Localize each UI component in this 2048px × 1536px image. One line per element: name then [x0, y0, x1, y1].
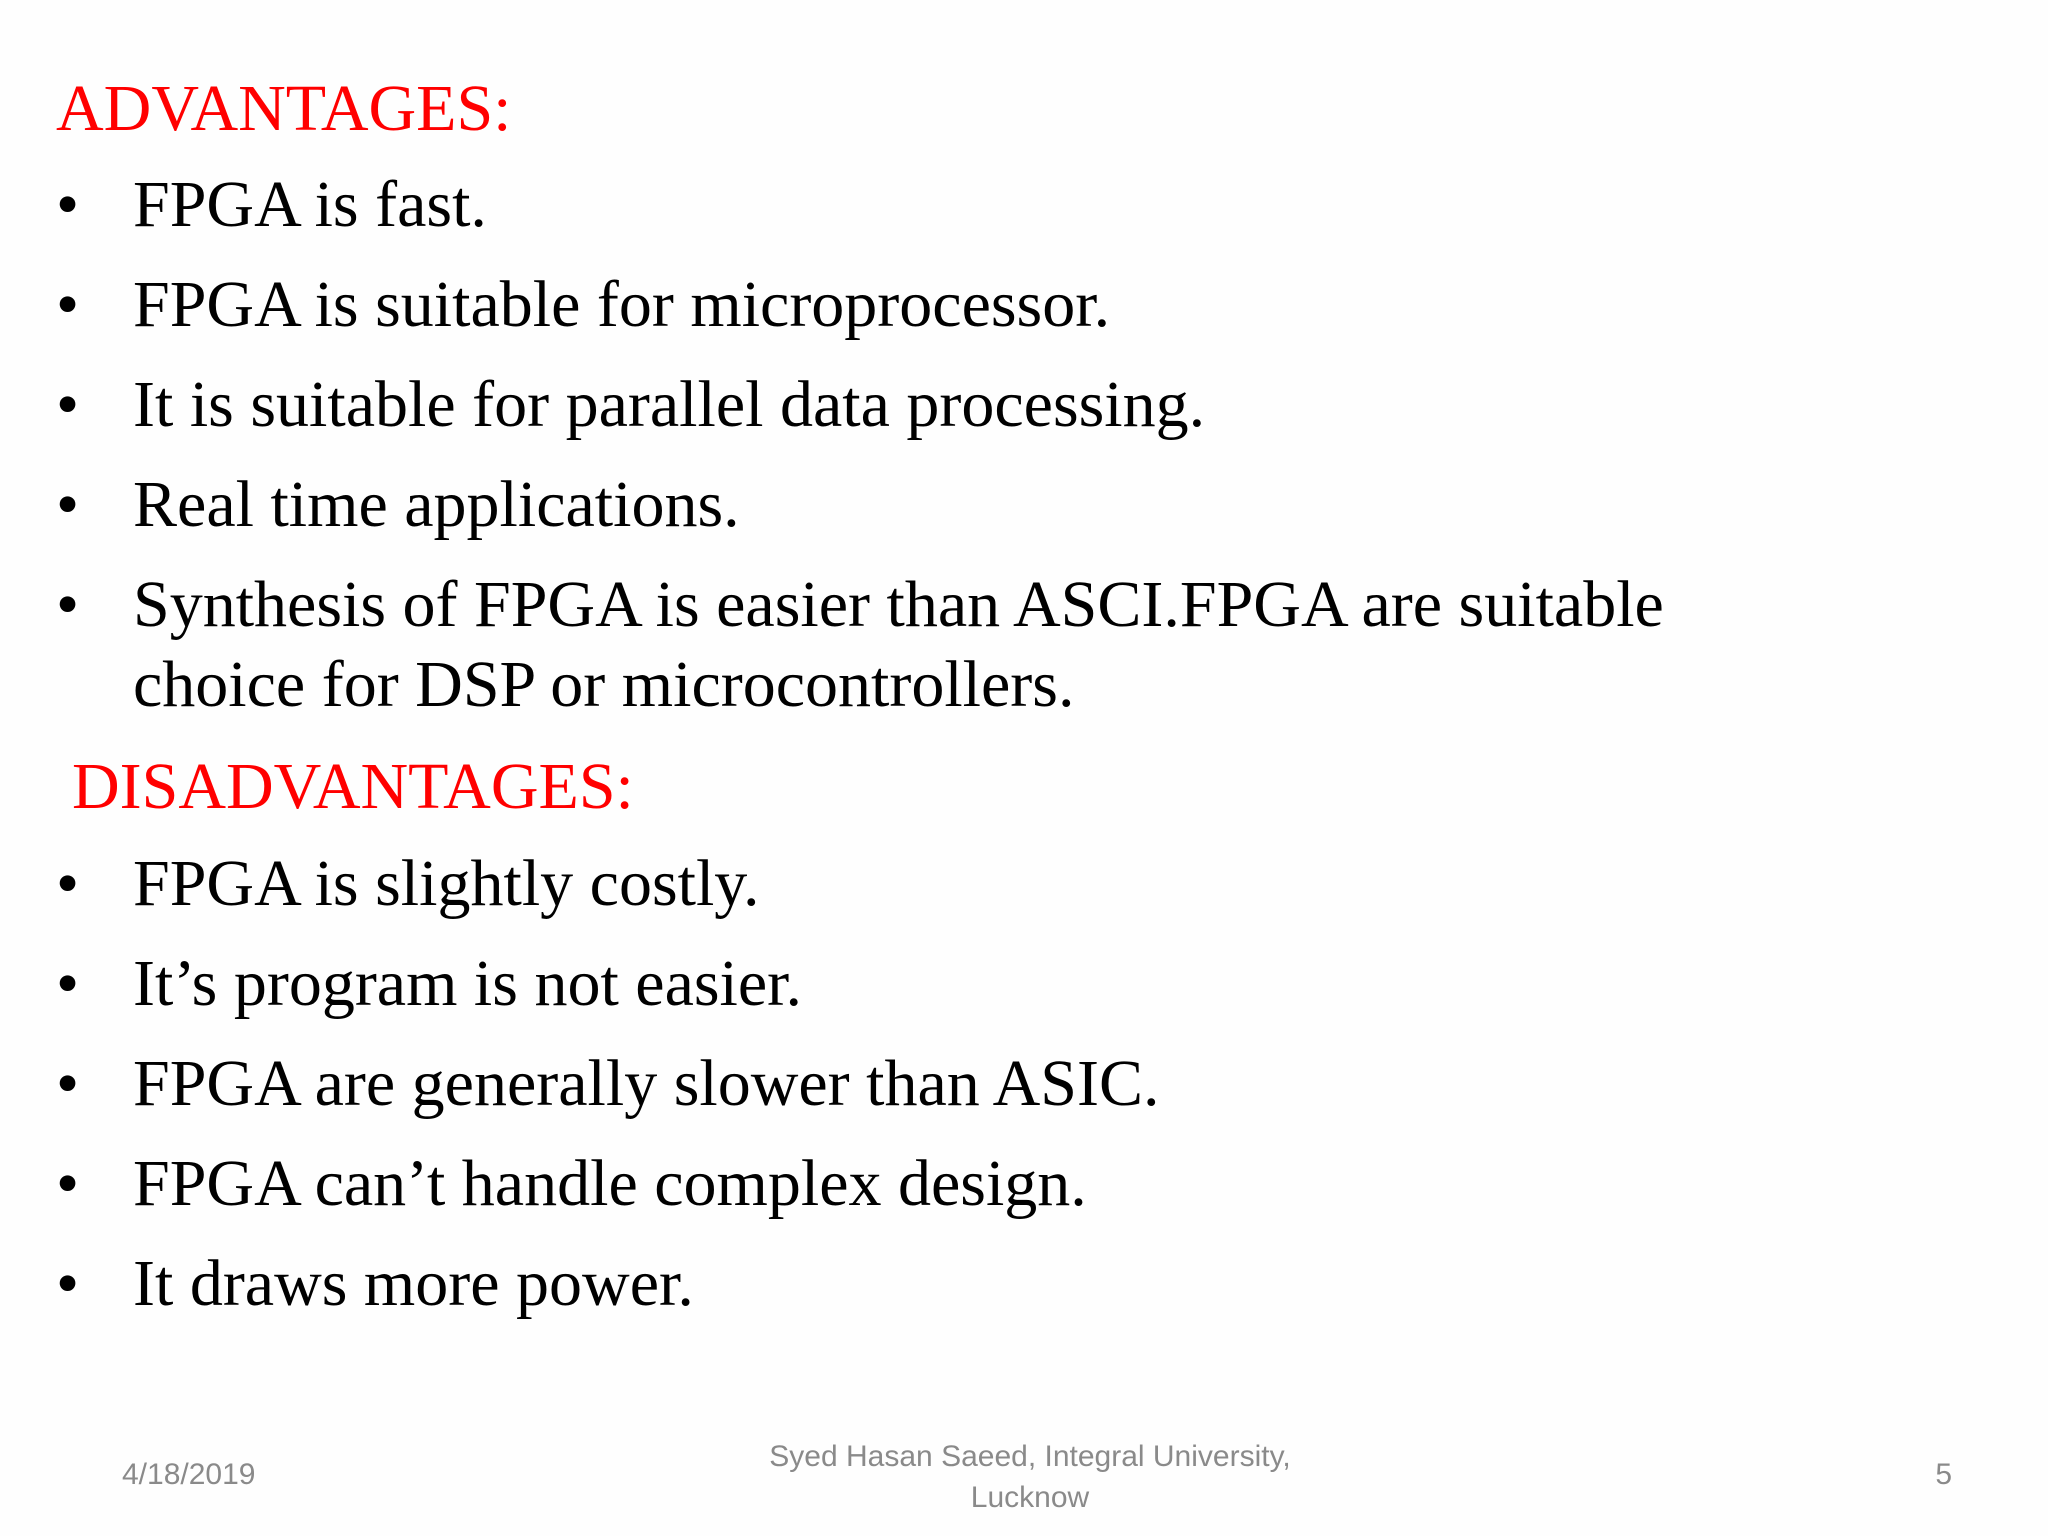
bullet-icon: •: [56, 1047, 80, 1120]
bullet-icon: •: [56, 847, 80, 920]
list-item: [0, 165, 1820, 245]
footer-author-line2: Lucknow: [970, 1481, 1090, 1514]
disadvantages-heading: DISADVANTAGES:: [72, 750, 634, 823]
footer-author-line1: Syed Hasan Saeed, Integral University,: [769, 1440, 1291, 1473]
bullet-icon: •: [56, 947, 80, 1020]
list-item: [0, 365, 1820, 445]
advantages-heading: ADVANTAGES:: [56, 72, 512, 145]
list-item: [0, 1044, 1820, 1124]
list-item-text: It is suitable for parallel data processing.: [133, 368, 1206, 441]
bullet-icon: •: [56, 568, 80, 641]
list-item: [0, 844, 1820, 924]
list-item: [0, 465, 1820, 545]
list-item-text: FPGA is fast.: [133, 168, 487, 241]
disadvantages-list: [0, 844, 1820, 1344]
list-item-text: Synthesis of FPGA is easier than ASCI.FPGA are suitable choice for DSP or microcontrollers.: [133, 568, 1664, 721]
list-item: [0, 1144, 1820, 1224]
list-item-text: It draws more power.: [133, 1247, 694, 1320]
list-item-text: Real time applications.: [133, 468, 740, 541]
list-item: [0, 265, 1820, 345]
bullet-icon: •: [56, 468, 80, 541]
bullet-icon: •: [56, 1147, 80, 1220]
bullet-icon: •: [56, 1247, 80, 1320]
list-item-text: FPGA is suitable for microprocessor.: [133, 268, 1111, 341]
footer-date: 4/18/2019: [122, 1458, 256, 1491]
list-item-text: It’s program is not easier.: [133, 947, 803, 1020]
list-item: [0, 1244, 1820, 1324]
advantages-list: [0, 165, 1820, 745]
bullet-icon: •: [56, 268, 80, 341]
list-item: [0, 944, 1820, 1024]
bullet-icon: •: [56, 168, 80, 241]
bullet-icon: •: [56, 368, 80, 441]
page-number: 5: [1935, 1458, 1952, 1491]
list-item-text: FPGA can’t handle complex design.: [133, 1147, 1087, 1220]
list-item-text: FPGA are generally slower than ASIC.: [133, 1047, 1160, 1120]
footer-author: [720, 1436, 1340, 1518]
list-item: [0, 565, 1820, 725]
list-item-text: FPGA is slightly costly.: [133, 847, 760, 920]
